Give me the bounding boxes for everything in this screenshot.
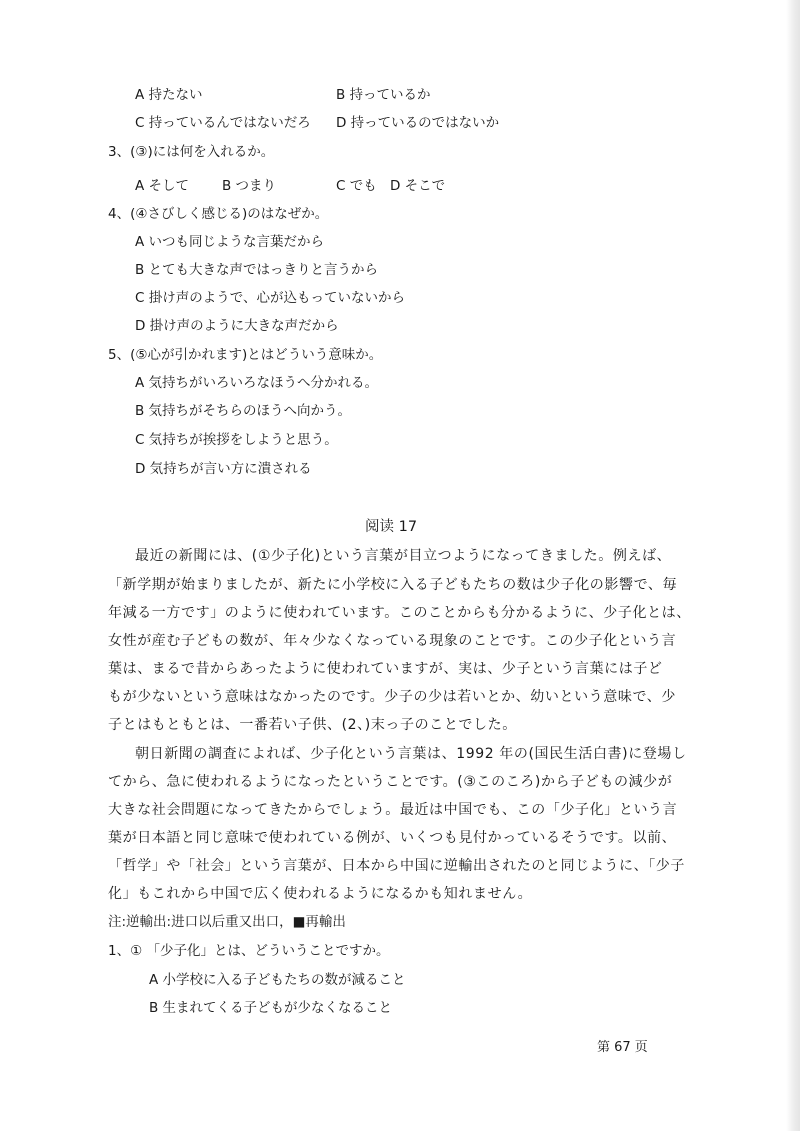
q4-question: 4、(④さびしく感じる)のはなぜか。 [108,206,329,222]
paragraph-2-line: 「哲学」や「社会」という言葉が、日本から中国に逆輸出されたのと同じように、「少子 [108,858,685,874]
paragraph-2-line: 化」もこれから中国で広く使われるようになるかも知れません。 [108,886,533,902]
q5-option-d: D 気持ちが言い方に潰される [135,461,312,477]
paragraph-1-line: 女性が産む子どもの数が、年々少なくなっている現象のことです。この少子化という言 [108,633,677,649]
q2-option-d: D 持っているのではないか [336,115,500,131]
q5-option-b: B 気持ちがそちらのほうへ向かう。 [135,403,352,419]
scan-edge-shadow [786,0,800,1131]
q3-option-a: A そして [135,178,190,194]
paragraph-2-line: 葉が日本語と同じ意味で使われている例が、いくつも見付かっているそうです。以前、 [108,830,677,846]
vocab-note: 注:逆輸出:进口以后重又出口，■再輸出 [108,914,346,930]
reading-q1-option-a: A 小学校に入る子どもたちの数が減ること [149,972,406,988]
paragraph-1-line: 葉は、まるで昔からあったように使われていますが、実は、少子という言葉には子ど [108,661,663,677]
q4-option-a: A いつも同じような言葉だから [135,234,325,250]
q4-option-b: B とても大きな声ではっきりと言うから [135,262,379,278]
paragraph-1-line: 子とはもともとは、一番若い子供、(2、)末っ子のことでした。 [108,717,517,733]
q3-option-d: D そこで [390,178,446,194]
q3-question: 3、(③)には何を入れるか。 [108,144,275,160]
q5-question: 5、(⑤心が引かれます)とはどういう意味か。 [108,347,383,363]
paragraph-2-line: てから、急に使われるようになったということです。(③このころ)から子どもの減少が [108,774,673,790]
q2-option-c: C 持っているんではないだろ [135,115,311,131]
q4-option-c: C 掛け声のようで、心が込もっていないから [135,290,405,306]
q5-option-c: C 気持ちが挨拶をしようと思う。 [135,432,338,448]
q3-option-b: B つまり [222,178,277,194]
q2-option-b: B 持っているか [336,87,431,103]
reading-q1-option-b: B 生まれてくる子どもが少なくなること [149,1000,393,1016]
page-number: 第 67 页 [597,1040,648,1055]
paragraph-1-line: 年減る一方です」のように使われています。このことからも分かるように、少子化とは、 [108,605,691,621]
paragraph-2-line: 朝日新聞の調査によれば、少子化という言葉は、1992 年の(国民生活白書)に登場し [135,746,687,762]
q3-option-c: C でも [336,178,377,194]
paragraph-1-line: 「新学期が始まりましたが、新たに小学校に入る子どもたちの数は少子化の影響で、毎 [108,577,678,593]
q5-option-a: A 気持ちがいろいろなほうへ分かれる。 [135,375,379,391]
q2-option-a: A 持たない [135,87,203,103]
paragraph-2-line: 大きな社会問題になってきたからでしょう。最近は中国でも、この「少子化」という言 [108,802,678,818]
reading-q1-question: 1、① 「少子化」とは、どういうことですか。 [108,943,390,959]
q4-option-d: D 掛け声のように大きな声だから [135,318,339,334]
reading-title: 阅读 17 [365,519,418,535]
paragraph-1-line: もが少ないという意味はなかったのです。少子の少は若いとか、幼いという意味で、少 [108,689,676,705]
paragraph-1-line: 最近の新聞には、(①少子化)という言葉が目立つようになってきました。例えば、 [135,548,672,564]
